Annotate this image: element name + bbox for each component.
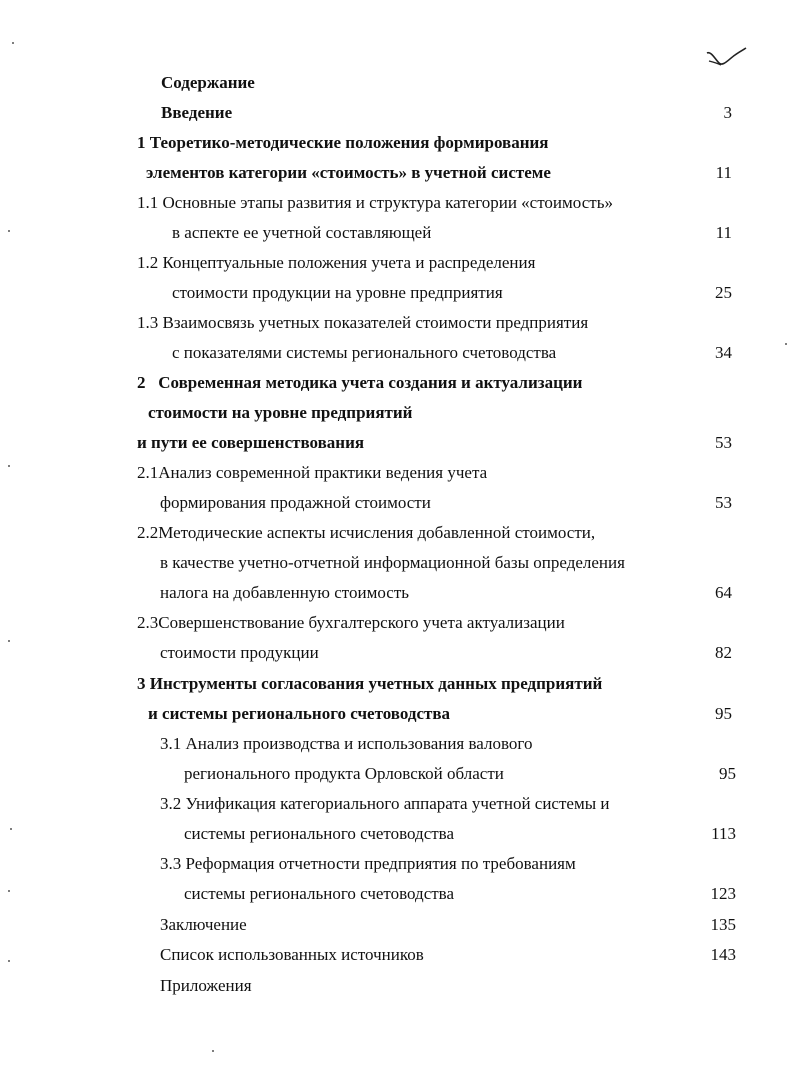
scan-speck [785,343,787,345]
toc-entry-2-2-cont: в качестве учетно-отчетной информационной базы определения [160,553,625,572]
toc-entry-1-2: 1.2 Концептуальные положения учета и распределения [137,253,536,272]
toc-entry-references: Список использованных источников [160,945,424,964]
toc-entry-1-3-cont: с показателями системы регионального счетоводства [172,343,557,362]
toc-entry-appendices: Приложения [160,976,252,995]
toc-entry-2-1-cont: формирования продажной стоимости [160,493,431,512]
toc-entry-intro: Введение [161,103,233,122]
toc-page-number: 135 [710,915,736,934]
toc-page-number: 11 [715,163,732,182]
toc-entry-2-3-cont: стоимости продукции [160,643,319,662]
toc-entry-1-1-cont: в аспекте ее учетной составляющей [172,223,432,242]
toc-page-number: 53 [715,433,732,452]
scan-speck [212,1050,214,1052]
toc-entry-chapter-3-cont: и системы регионального счетоводства [148,704,451,723]
toc-entry-1-2-cont: стоимости продукции на уровне предприятия [172,283,503,302]
scan-speck [8,890,10,892]
toc-entry-chapter-3: 3 Инструменты согласования учетных данных предприятий [137,674,603,693]
toc-entry-1-3: 1.3 Взаимосвязь учетных показателей стоимости предприятия [137,313,589,332]
scan-speck [8,960,10,962]
toc-entry-3-2: 3.2 Унификация категориального аппарата учетной системы и [160,794,610,813]
toc-entry-conclusion: Заключение [160,915,247,934]
scan-speck [12,42,14,44]
toc-page-number: 34 [715,343,732,362]
toc-entry-3-1: 3.1 Анализ производства и использования валового [160,734,533,753]
toc-page-number: 123 [710,884,736,903]
toc-entry-3-1-cont: регионального продукта Орловской области [184,764,504,783]
handwritten-check-icon [705,45,747,75]
toc-page-number: 95 [719,764,736,783]
toc-entry-chapter-1: 1 Теоретико-методические положения формирования [137,133,549,152]
scan-speck [8,640,10,642]
toc-entry-chapter-2: 2 Современная методика учета создания и актуализации [137,373,583,392]
toc-page-number: 11 [715,223,732,242]
toc-entry-chapter-2-cont: и пути ее совершенствования [137,433,365,452]
toc-entry-2-1: 2.1Анализ современной практики ведения учета [137,463,488,482]
toc-page-number: 143 [710,945,736,964]
toc-entry-3-3-cont: системы регионального счетоводства [184,884,455,903]
toc-entry-1-1: 1.1 Основные этапы развития и структура категории «стоимость» [137,193,613,212]
toc-entry-chapter-2-cont: стоимости на уровне предприятий [148,403,413,422]
scan-speck [8,230,10,232]
toc-entry-3-3: 3.3 Реформация отчетности предприятия по требованиям [160,854,576,873]
toc-page-number: 64 [715,583,732,602]
toc-entry-2-2-cont: налога на добавленную стоимость [160,583,410,602]
toc-page-number: 25 [715,283,732,302]
toc-entry-2-3: 2.3Совершенствование бухгалтерского учета актуализации [137,613,565,632]
toc-entry-2-2: 2.2Методические аспекты исчисления добавленной стоимости, [137,523,596,542]
toc-entry-3-2-cont: системы регионального счетоводства [184,824,455,843]
scan-speck [8,465,10,467]
toc-page-number: 3 [723,103,732,122]
toc-page-number: 82 [715,643,732,662]
toc-page-number: 95 [715,704,732,723]
toc-entry-chapter-1-cont: элементов категории «стоимость» в учетной системе [146,163,551,182]
toc-page-number: 113 [711,824,736,843]
scan-speck [10,828,12,830]
toc-heading: Содержание [161,73,255,92]
toc-page-number: 53 [715,493,732,512]
